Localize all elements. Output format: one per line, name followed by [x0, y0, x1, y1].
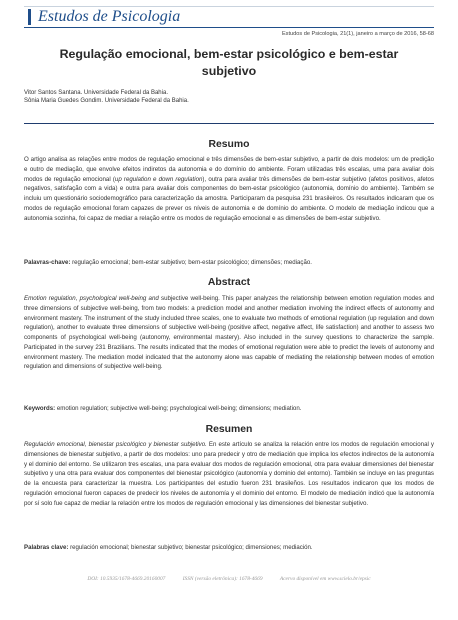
footer-access: Acervo disponível em www.scielo.br/epsic — [279, 576, 371, 582]
page-footer — [24, 576, 434, 582]
journal-masthead — [24, 6, 434, 28]
resumo-body: O artigo analisa as relações entre modos de regulação emocional e três dimensões de bem-estar subjetivo, a partir de dois modelos: um de predição e outro de mediação, que envolve efeitos indiretos da autonomia e do domínio do ambiente. Foram utilizadas três escalas, uma para avaliar dois modos de regulação emocional (up regulation e down regulation), outra para avaliar três dimensões de bem-estar subjetivo (afetos positivos, afetos negativos, satisfação com a vida) e outra para avaliar dois componentes do bem-estar psicológico (autonomia, domínio do ambiente). Também se incluiu um questionário sociodemográfico para caracterização da amostra. Participaram da pesquisa 231 brasileiros. Os resultados indicaram que os modos de regulação emocional foram capazes de prever os níveis de autonomia e de domínio do ambiente. O modelo de mediação indicou que a autonomia sozinha, foi capaz de mediar a relação entre os modos de regulação emocional e as dimensões de bem-estar subjetivo. — [24, 156, 434, 222]
author-list — [24, 89, 189, 106]
citation-line: Estudos de Psicologia, 21(1), janeiro a março de 2016, 58-68 — [281, 31, 434, 37]
resumo-keywords: Palavras-chave: regulação emocional; bem-estar subjetivo; bem-estar psicológico; dimensões; mediação. — [24, 259, 312, 266]
resumen-keywords: Palabras clave: regulación emocional; bienestar subjetivo; bienestar psicológico; dimensiones; mediación. — [24, 544, 313, 551]
footer-issn: ISSN (versão eletrônica): 1678-4669 — [182, 576, 263, 582]
masthead-accent-bar — [28, 9, 31, 25]
section-divider — [24, 123, 434, 124]
abstract-heading: Abstract — [207, 277, 251, 288]
resumen-body: Regulación emocional, bienestar psicológico y bienestar subjetivo. En este artículo se analiza la relación entre los modos de regulación emocional y dimensiones de bienestar subjetivo, a partir de dos modelos: uno para predecir y otro de mediación que implica los efectos indirectos de la autonomía y el dominio del entorno. Se utilizaron tres escalas, una para evaluar dos modos de regulación emocional, otra para evaluar dimensiones del bienestar subjetivo y una otra para evaluar dos componentes del bienestar psicológico (autonomía y dominio del entorno). También se incluye en las preguntas de la encuesta para caracterizar la muestra. Los participantes del estudio fueron 231 brasileños. Los resultados indicaron que los modos de regulación emocional fueron capaces de predecir los niveles de autonomía y el dominio del entorno. El modelo de mediación indicó que la autonomía por sí solo fue capaz de mediar la relación entre los modos de regulación emocional y las dimensiones del bienestar subjetivo. — [24, 441, 434, 507]
abstract-body: Emotion regulation, psychological well-being and subjective well-being. This paper analyzes the relationship between emotion regulation modes and three dimensions of subjective well-being, from two models: a prediction model and another mediation involving the indirect effects of autonomy and environment mastery. The instrument of the study included three scales, one to evaluate two methods of emotional regulation (up regulation and down regulation), another to evaluate three dimensions of subjective well-being (positive affect, negative affect, life satisfaction) and another to assess two components of psychological well-being (autonomy, environmental mastery). Also included in the survey questions to characterize the sample. Participated in the survey 231 Brazilians. The results indicated that the modes of emotional regulation were able to predict the levels of autonomy and environment mastery. The mediation model indicated that the autonomy alone was capable of mediating the relationship between modes of emotion regulation and dimensions of subjective well-being. — [24, 295, 434, 371]
author-2: Sônia Maria Guedes Gondim. Universidade Federal da Bahia. — [24, 98, 189, 105]
abstract-keywords: Keywords: emotion regulation; subjective well-being; psychological well-being; dimensions; mediation. — [24, 405, 302, 412]
journal-name: Estudos de Psicologia — [38, 8, 181, 25]
footer-doi: DOI: 10.5935/1678-4669.20160007 — [87, 576, 166, 582]
author-1: Vitor Santos Santana. Universidade Federal da Bahia. — [24, 90, 168, 96]
resumen-heading: Resumen — [205, 424, 253, 435]
resumo-heading: Resumo — [208, 139, 250, 150]
article-title: Regulação emocional, bem-estar psicológico e bem-estar subjetivo — [59, 47, 399, 78]
